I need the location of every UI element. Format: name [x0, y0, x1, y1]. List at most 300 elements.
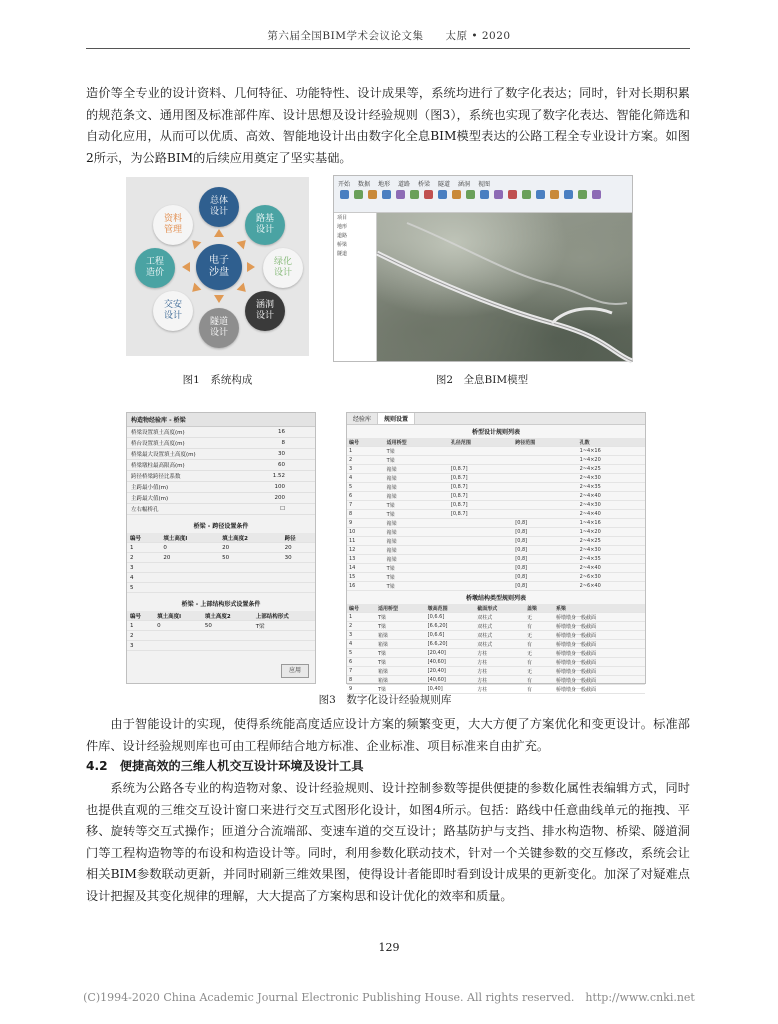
tool-icon [452, 190, 461, 199]
cell: [0,8.7] [449, 492, 513, 501]
figure-2-caption: 图2 全息BIM模型 [435, 374, 529, 386]
cell[interactable]: 50 [219, 553, 281, 563]
tool-icon [424, 190, 433, 199]
table-row [127, 553, 315, 563]
cell: T梁 [385, 456, 449, 465]
param-row [127, 504, 315, 515]
table-row[interactable] [347, 676, 645, 685]
cell: 箱梁 [376, 667, 426, 676]
tool-icon [578, 190, 587, 199]
cell: 2~4×30 [578, 474, 645, 483]
cell: 有 [525, 640, 554, 649]
tool-icon [550, 190, 559, 199]
tool-icon [508, 190, 517, 199]
cell: T梁 [376, 649, 426, 658]
tool-icon [368, 190, 377, 199]
cell: [0,8] [513, 546, 577, 555]
cell: 5 [127, 583, 160, 593]
table-row[interactable] [347, 456, 645, 465]
cell: 1 [127, 621, 154, 631]
th: 盖梁 [525, 604, 554, 613]
cell [449, 564, 513, 573]
table-row[interactable] [347, 492, 645, 501]
tab-experience-library[interactable]: 经验库 [347, 413, 378, 424]
th: 填土高度2 [219, 533, 281, 543]
table-row [127, 621, 315, 631]
tool-icon [354, 190, 363, 199]
tool-icon [536, 190, 545, 199]
tab-rule-settings[interactable]: 规则设置 [378, 413, 415, 424]
node-culvert-design: 涵洞 设计 [245, 291, 285, 331]
cell: 16 [347, 582, 385, 591]
cell: 方柱 [475, 685, 525, 694]
section-heading: 4.2 便捷高效的三维人机交互设计环境及设计工具 [86, 759, 364, 773]
table-row[interactable] [347, 631, 645, 640]
cell [513, 456, 577, 465]
cell: T梁 [376, 622, 426, 631]
table-row[interactable] [347, 667, 645, 676]
cell[interactable] [219, 583, 281, 593]
figure-2-bim-model-screenshot [333, 175, 633, 362]
arrow-se [237, 283, 250, 296]
cell [513, 465, 577, 474]
cell: 5 [347, 483, 385, 492]
cell: 方柱 [475, 676, 525, 685]
node-greening-design: 绿化 设计 [263, 248, 303, 288]
ribbon-toolbar [334, 176, 632, 213]
cell[interactable]: 20 [160, 553, 219, 563]
cell: 2~4×25 [578, 465, 645, 474]
param-value[interactable]: 16 [278, 429, 285, 435]
cell: 桥墩墩身一般截面 [554, 649, 645, 658]
3d-viewport[interactable] [377, 213, 632, 361]
table-row[interactable] [347, 474, 645, 483]
node-subgrade-design: 路基 设计 [245, 205, 285, 245]
tree-item[interactable]: 桥梁 [337, 242, 348, 248]
table-row[interactable] [347, 582, 645, 591]
cell: 双柱式 [475, 613, 525, 622]
cell[interactable] [160, 583, 219, 593]
cell: 3 [127, 641, 154, 651]
cell: 4 [347, 640, 376, 649]
cell: 有 [525, 622, 554, 631]
section-title: 桥梁 - 跨径设置条件 [193, 523, 249, 530]
figure-1-system-composition [126, 177, 309, 356]
node-overall-design: 总体 设计 [199, 187, 239, 227]
cell: 8 [347, 676, 376, 685]
param-label: 桥梁墩柱最高限高(m) [131, 463, 185, 469]
cell: 4 [347, 474, 385, 483]
cell: 箱梁 [385, 537, 449, 546]
cell: [6.6,20] [426, 640, 476, 649]
table-row[interactable] [347, 465, 645, 474]
cell[interactable]: 20 [282, 543, 315, 553]
tree-item[interactable]: 项目 [337, 215, 348, 221]
cell: 1 [347, 447, 385, 456]
arrow-n [214, 229, 224, 237]
cell[interactable]: 0 [154, 621, 202, 631]
tool-icon [466, 190, 475, 199]
cell: [0,8.7] [449, 483, 513, 492]
table-row[interactable] [347, 564, 645, 573]
cell[interactable] [160, 573, 219, 583]
cell [449, 555, 513, 564]
cell: 2~4×25 [578, 537, 645, 546]
th: 适用桥型 [385, 438, 449, 447]
cell: 2~6×40 [578, 582, 645, 591]
table-header [127, 611, 315, 621]
cell: 箱梁 [376, 631, 426, 640]
cell: 箱梁 [385, 492, 449, 501]
cell: 2~4×40 [578, 492, 645, 501]
cell: 10 [347, 528, 385, 537]
table-row[interactable] [347, 649, 645, 658]
cell [449, 537, 513, 546]
table-row [127, 573, 315, 583]
param-row [127, 460, 315, 471]
cell: 1 [127, 543, 160, 553]
cell: 箱梁 [385, 528, 449, 537]
highway-render [377, 213, 632, 361]
cell: 2 [347, 622, 376, 631]
param-row [127, 471, 315, 482]
cell: 箱梁 [385, 474, 449, 483]
ribbon-tab: 地形 [378, 181, 391, 188]
cell: [20,40] [426, 667, 476, 676]
cell: 1~4×20 [578, 528, 645, 537]
cell [449, 519, 513, 528]
cell: 2 [347, 456, 385, 465]
th: 跨径 [282, 533, 315, 543]
cell [449, 447, 513, 456]
table-row [127, 543, 315, 553]
cell [449, 582, 513, 591]
th: 跨径范围 [513, 438, 577, 447]
th: 适用桥型 [376, 604, 426, 613]
table-row[interactable] [347, 613, 645, 622]
tree-item[interactable]: 地形 [337, 224, 348, 230]
cell[interactable] [282, 573, 315, 583]
ribbon-tab: 数据 [358, 181, 371, 188]
cell: 1~4×16 [578, 447, 645, 456]
cell[interactable] [253, 641, 315, 651]
tool-icon [564, 190, 573, 199]
cell: 2~4×30 [578, 501, 645, 510]
cell: [0,8.7] [449, 501, 513, 510]
th: 墩高范围 [426, 604, 476, 613]
cell: 2~4×35 [578, 555, 645, 564]
tool-icon [438, 190, 447, 199]
cell: [0,8] [513, 528, 577, 537]
apply-button[interactable]: 应用 [281, 664, 309, 678]
cell: 2 [127, 631, 154, 641]
param-row [127, 427, 315, 438]
table-row[interactable] [347, 622, 645, 631]
cell: 1 [347, 613, 376, 622]
cell: 13 [347, 555, 385, 564]
tool-icon [410, 190, 419, 199]
ribbon-tab: 涵洞 [458, 181, 471, 188]
tool-icon [480, 190, 489, 199]
tool-icon [522, 190, 531, 199]
cell: [0,6.6] [426, 613, 476, 622]
cell: 无 [525, 613, 554, 622]
param-label: 桥梁最大设置填土高度(m) [131, 452, 196, 458]
cell[interactable] [282, 563, 315, 573]
cell: 12 [347, 546, 385, 555]
table-row[interactable] [347, 658, 645, 667]
cell: 4 [127, 573, 160, 583]
param-label: 主跨最小值(m) [131, 485, 169, 491]
tab-bar [347, 413, 645, 425]
cell[interactable] [154, 631, 202, 641]
cell: T梁 [376, 685, 426, 694]
param-value[interactable]: 8 [281, 440, 285, 446]
bridge-type-rules-table [347, 438, 645, 591]
cell[interactable] [219, 573, 281, 583]
cell: 7 [347, 501, 385, 510]
param-row [127, 482, 315, 493]
tool-icon [382, 190, 391, 199]
cell: 1~4×16 [578, 519, 645, 528]
param-row [127, 438, 315, 449]
cell: 3 [127, 563, 160, 573]
th: 编号 [127, 533, 160, 543]
cell: [0,8] [513, 537, 577, 546]
cell: 无 [525, 631, 554, 640]
ribbon-tab: 道路 [398, 181, 411, 188]
th: 填土高度2 [202, 611, 253, 621]
cell: 桥墩墩身一般截面 [554, 667, 645, 676]
cell[interactable]: 50 [202, 621, 253, 631]
table-row[interactable] [347, 447, 645, 456]
param-value[interactable]: 1.52 [272, 473, 285, 479]
table-row [127, 563, 315, 573]
cell: 6 [347, 492, 385, 501]
param-row [127, 493, 315, 504]
th: 上部结构形式 [253, 611, 315, 621]
section-title: 桥梁 - 上部结构形式设置条件 [181, 601, 261, 608]
ribbon-tab: 开始 [338, 181, 351, 188]
ribbon-tab: 桥梁 [418, 181, 431, 188]
cell: [0,8] [513, 564, 577, 573]
cell: [6.6,20] [426, 622, 476, 631]
th: 编号 [347, 604, 376, 613]
paragraph-3: 系统为公路各专业的构造物对象、设计经验规则、设计控制参数等提供便捷的参数化属性表编辑方式，同时也提供直观的三维交互设计窗口来进行交互式图形化设计，如图4所示。包括：路线中任意曲线单元的拖拽、平移、旋转等交互式操作；匝道分合流端部、变速车道的交互设计；路基防护与支挡、排水构造物、桥梁、隧道洞门等工程构造物等的布设和构造设计等。同时，利用参数化联动技术，针对一个关键参数的交互修改，系统会让相关BIM参数联动更新，并同时刷新三维效果图，使得设计者能即时看到设计成果的更新变化。加深了对疑难点设计把握及其变化规律的理解，大大提高了方案构思和设计优化的效率和质量。 [86, 781, 690, 903]
cell: [0,6.6] [426, 631, 476, 640]
cell: 2 [127, 553, 160, 563]
table-row [127, 631, 315, 641]
cell: 方柱 [475, 658, 525, 667]
arrow-e [247, 262, 255, 272]
copyright-footer: (C)1994-2020 China Academic Journal Electronic Publishing House. All rights reserved. http://www.cnki.net [83, 991, 695, 1004]
tree-item[interactable]: 隧道 [337, 251, 348, 257]
table-row[interactable] [347, 573, 645, 582]
cell: [0,8] [513, 555, 577, 564]
th: 孔数 [578, 438, 645, 447]
cell: 15 [347, 573, 385, 582]
table-row[interactable] [347, 501, 645, 510]
figure-3-caption: 图3 数字化设计经验规则库 [318, 694, 452, 706]
cell: T梁 [385, 573, 449, 582]
th: 孔径范围 [449, 438, 513, 447]
cell: 双柱式 [475, 640, 525, 649]
th: 系梁 [554, 604, 645, 613]
table-row[interactable] [347, 483, 645, 492]
cell: 1~4×20 [578, 456, 645, 465]
cell [513, 492, 577, 501]
cell: 无 [525, 649, 554, 658]
cell: 桥墩墩身一般截面 [554, 676, 645, 685]
table-row [127, 583, 315, 593]
cell[interactable] [202, 641, 253, 651]
node-data-management: 资料 管理 [153, 205, 193, 245]
cell: 箱梁 [385, 555, 449, 564]
table-row[interactable] [347, 546, 645, 555]
th: 编号 [127, 611, 154, 621]
cell [513, 447, 577, 456]
span-conditions-table [127, 533, 315, 593]
cell: [40,60] [426, 658, 476, 667]
cell [449, 528, 513, 537]
cell[interactable] [154, 641, 202, 651]
cell: 2~4×40 [578, 564, 645, 573]
th: 编号 [347, 438, 385, 447]
cell [449, 546, 513, 555]
cell: [0,8.7] [449, 474, 513, 483]
table-header [127, 533, 315, 543]
param-value[interactable]: 100 [274, 484, 285, 490]
cell: 桥墩墩身一般截面 [554, 622, 645, 631]
page-number: 129 [378, 941, 400, 954]
node-center-electronic-sandbox: 电子 沙盘 [196, 244, 242, 290]
figure-3-rules-list-panel [346, 412, 646, 693]
cell: 无 [525, 667, 554, 676]
cell: 方柱 [475, 649, 525, 658]
node-traffic-safety-design: 交安 设计 [153, 291, 193, 331]
cell: 8 [347, 510, 385, 519]
cell [513, 483, 577, 492]
cell: T梁 [385, 564, 449, 573]
cell: 双柱式 [475, 622, 525, 631]
cell: 桥墩墩身一般截面 [554, 640, 645, 649]
param-label: 跨径桥梁跨径比系数 [131, 474, 181, 480]
th: 填土高度l [160, 533, 219, 543]
cell: [40,60] [426, 676, 476, 685]
cell[interactable] [282, 583, 315, 593]
checkbox[interactable]: ☐ [280, 506, 285, 512]
tool-icon [592, 190, 601, 199]
cell: 箱梁 [376, 676, 426, 685]
cell: 桥墩墩身一般截面 [554, 685, 645, 694]
cell: 3 [347, 631, 376, 640]
cell: 有 [525, 685, 554, 694]
param-value[interactable]: 200 [274, 495, 285, 501]
paragraph-2: 由于智能设计的实现，使得系统能高度适应设计方案的频繁变更，大大方便了方案优化和变更设计。标准部件库、设计经验规则库也可由工程师结合地方标准、企业标准、项目标准来自由扩充。 [86, 717, 690, 753]
cell: 桥墩墩身一般截面 [554, 658, 645, 667]
figure-3-bridge-rules-panel [126, 412, 316, 684]
project-tree-panel [334, 213, 377, 361]
param-label: 左右幅桥孔 [131, 507, 159, 513]
cell [449, 456, 513, 465]
tree-item[interactable]: 道路 [337, 233, 348, 239]
cell: 6 [347, 658, 376, 667]
table-row[interactable] [347, 537, 645, 546]
cell: 桥墩墩身一般截面 [554, 631, 645, 640]
cell[interactable]: 20 [219, 543, 281, 553]
param-value[interactable]: 30 [278, 451, 285, 457]
cell[interactable]: 30 [282, 553, 315, 563]
cell: 9 [347, 519, 385, 528]
arrow-ne [237, 237, 250, 250]
table-row[interactable] [347, 510, 645, 519]
cell[interactable] [253, 631, 315, 641]
cell[interactable] [202, 631, 253, 641]
table-header [347, 604, 645, 613]
table-title: 桥型设计规则列表 [471, 429, 520, 436]
node-tunnel-design: 隧道 设计 [199, 308, 239, 348]
cell[interactable]: 0 [160, 543, 219, 553]
cell: [0,40] [426, 685, 476, 694]
param-label: 主跨最大值(m) [131, 496, 169, 502]
param-value[interactable]: 60 [278, 462, 285, 468]
table-title: 桥墩结构类型规则列表 [465, 595, 526, 602]
param-label: 桥梁设置填土高度(m) [131, 430, 185, 436]
cell: 箱梁 [376, 640, 426, 649]
cell[interactable]: T梁 [253, 621, 315, 631]
arrow-s [214, 295, 224, 303]
table-row[interactable] [347, 528, 645, 537]
tool-icon [494, 190, 503, 199]
cell: 2~6×30 [578, 573, 645, 582]
cell: 桥墩墩身一般截面 [554, 613, 645, 622]
cell [513, 501, 577, 510]
cell: T梁 [385, 510, 449, 519]
cell: 方柱 [475, 667, 525, 676]
cell: 5 [347, 649, 376, 658]
table-row[interactable] [347, 640, 645, 649]
cell [513, 474, 577, 483]
cell [449, 573, 513, 582]
table-row[interactable] [347, 519, 645, 528]
running-head: 第六届全国BIM学术会议论文集 太原 • 2020 [267, 30, 511, 42]
th: 截面形式 [475, 604, 525, 613]
cell: [0,8] [513, 573, 577, 582]
table-row [127, 641, 315, 651]
cell: T梁 [385, 447, 449, 456]
cell: 箱梁 [385, 519, 449, 528]
table-header [347, 438, 645, 447]
pier-type-rules-table [347, 604, 645, 694]
cell: 箱梁 [385, 483, 449, 492]
cell: 2~4×40 [578, 510, 645, 519]
cell[interactable] [219, 563, 281, 573]
cell: 有 [525, 676, 554, 685]
cell: 7 [347, 667, 376, 676]
cell: [0,8.7] [449, 465, 513, 474]
cell: 9 [347, 685, 376, 694]
cell: 2~4×30 [578, 546, 645, 555]
cell: [0,8] [513, 582, 577, 591]
cell[interactable] [160, 563, 219, 573]
paragraph-1: 造价等全专业的设计资料、几何特征、功能特性、设计成果等，系统均进行了数字化表达；同时，针对长期积累的规范条文、通用图及标准部件库、设计思想及设计经验规则（图3），系统也实现了数字化表达、智能化筛选和自动化应用，从而可以优质、高效、智能地设计出由数字化全息BIM模型表达的公路工程全专业设计方案。如图2所示，为公路BIM的后续应用奠定了坚实基础。 [86, 86, 690, 165]
cell: 11 [347, 537, 385, 546]
arrow-sw [189, 283, 202, 296]
table-row[interactable] [347, 555, 645, 564]
cell: 有 [525, 658, 554, 667]
cell: T梁 [385, 582, 449, 591]
arrow-w [182, 262, 190, 272]
